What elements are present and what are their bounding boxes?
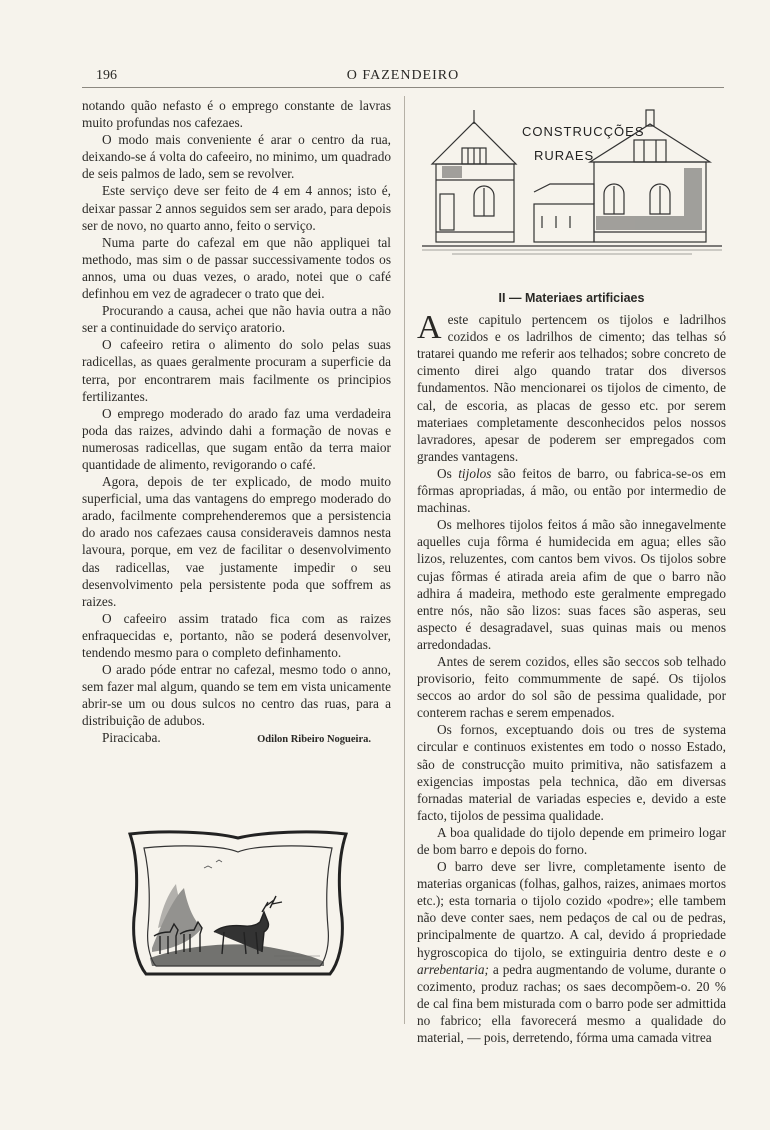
drop-cap: A	[417, 309, 442, 347]
paragraph-text: Os	[437, 465, 459, 481]
header-rule	[82, 87, 724, 88]
signature-author: Odilon Ribeiro Nogueira.	[257, 734, 371, 746]
column-divider	[404, 96, 405, 1024]
paragraph-text: a pedra augmentando de volume, durante o cozimento, produz rachas; os saes decompõem-o. 20 % de cal fina bem misturada com o barro pode ser admittida no fabrico; ella favorecerá mesmo a qualidade do material, — pois, derretendo, fórma uma camada vitrea	[417, 961, 726, 1046]
paragraph: Este serviço deve ser feito de 4 em 4 annos; isto é, deixar passar 2 annos seguidos sem ser arado, para depois ser de novo, no quarto anno, feito o serviço.	[82, 183, 391, 233]
signature-line	[82, 729, 391, 748]
deer-vignette-illustration	[124, 828, 352, 980]
signature-place: Piracicaba.	[102, 730, 161, 746]
paragraph-text: são feitos de barro, ou fabrica-se-os em fôrmas apropriadas, á mão, ou então por intermedio de machinas.	[417, 465, 726, 516]
paragraph	[417, 858, 726, 1046]
running-title: O FAZENDEIRO	[346, 68, 460, 83]
paragraph-text: O barro deve ser livre, completamente isento de materias organicas (folhas, galhos, raizes, animaes mortos etc.); esta tornaria o tijolo cozido «podre»; elle tambem não deve conter saes, nem pedaços de cal ou de pedras, principalmente de quartzo. A cal, devido á propriedade hygroscopica do tijolo, se extinguiria dentro deste e	[417, 859, 726, 960]
paragraph: Procurando a causa, achei que não havia outra a não ser a continuidade do serviço aratorio.	[82, 303, 391, 336]
page-number: 196	[96, 68, 117, 83]
paragraph: Os fornos, exceptuando dois ou tres de systema circular e continuos existentes em todo o nosso Estado, são de construcção muito primitiva, não satisfazem a exigencias impostas pela technica, dão em diversas fornadas material de variadas especies e, devido a este facto, tijolos de pessima qualidade.	[417, 722, 726, 823]
paragraph: Antes de serem cozidos, elles são seccos sob telhado provisorio, feito commummente de sapé. Os tijolos seccos ao ardor do sol são de pessima qualidade, por conterem rachas e serem empenados.	[417, 653, 726, 721]
paragraph: O emprego moderado do arado faz uma verdadeira poda das raizes, advindo dahi a formação de novas e numerosas radicellas, que sugam então da terra maior quantidade de alimento, revigorando o café.	[82, 405, 391, 472]
paragraph	[417, 465, 726, 516]
paragraph: Agora, depois de ter explicado, de modo muito superficial, uma das vantagens do emprego moderado do arado, facilmente comprehenderemos que a persistencia do arado nos cafezaes causa consideraveis damnos nesta lavoura, porque, em vez de facilitar o desenvolvimento das radicellas, vae justamente impedir o seu desenvolvimento pela persistente poda que soffrem as raizes.	[82, 474, 391, 609]
paragraph: O cafeeiro retira o alimento do solo pelas suas radicellas, as quaes geralmente procuram a superficie da terra, por encontrarem mais facilmente os principios fertilizantes.	[82, 337, 391, 404]
paragraph-text: este capitulo pertencem os tijolos e ladrilhos cozidos e os ladrilhos de cimento; das telhas só tratarei quando me referir aos telhados; sobre concreto de cimento direi algo quando tratar dos diversos fundamentos. Não mencionarei os tijolos de cimento, de cal, de escoria, as placas de gesso etc. por serem materiaes completamente desconhecidos pelos nossos lavradores, apesar de poderem ser empregados com grandes vantagens.	[417, 312, 726, 464]
emphasis-term: tijolos	[458, 465, 492, 481]
paragraph: O cafeeiro assim tratado fica com as raizes enfraquecidas e, portanto, não se poderá desenvolver, tendendo mesmo para o completo definhamento.	[82, 610, 391, 660]
paragraph: Os melhores tijolos feitos á mão são innegavelmente aquelles cuja fôrma é humidecida em agua; elles são lizos, reluzentes, com cantos bem vivos. Os tijolos sobre cujas fôrmas é atirada areia afim de que o barro não adhira á madeira, methodo este geralmente empregado entre nós, não são lizos: suas faces são asperas, seu aspecto é desagradavel, suas quinas mais ou menos arredondadas.	[417, 517, 726, 652]
paragraph: O modo mais conveniente é arar o centro da rua, deixando-se á volta do cafeeiro, no minimo, um quadrado de seis palmos de lado, sem se revolver.	[82, 132, 391, 182]
paragraph: O arado póde entrar no cafezal, mesmo todo o anno, sem fazer mal algum, quando se tem em vista unicamente abrir-se um ou dous sulcos no centro das ruas, para a distribuição de adubos.	[82, 662, 391, 729]
paragraph: A boa qualidade do tijolo depende em primeiro logar de bom barro e depois do forno.	[417, 824, 726, 857]
paragraph: Numa parte do cafezal em que não appliquei tal methodo, mas sim o de passar successivamente todos os annos, uma ou duas vezes, o arado, notei que o café definhou em vez de agradecer o trato que dei.	[82, 234, 391, 302]
illustration-title-line1: CONSTRUCÇÕES	[522, 124, 645, 139]
right-column	[417, 290, 726, 1046]
paragraph	[417, 311, 726, 465]
left-column	[82, 97, 391, 749]
emphasis-term: o arrebentaria;	[417, 944, 726, 977]
section-title: II — Materiaes artificiaes	[498, 291, 645, 305]
illustration-title-line2: RURAES	[534, 148, 595, 163]
page-header	[82, 66, 724, 86]
paragraph: notando quão nefasto é o emprego constante de lavras muito profundas nos cafezaes.	[82, 98, 391, 131]
rural-buildings-illustration	[422, 104, 722, 264]
